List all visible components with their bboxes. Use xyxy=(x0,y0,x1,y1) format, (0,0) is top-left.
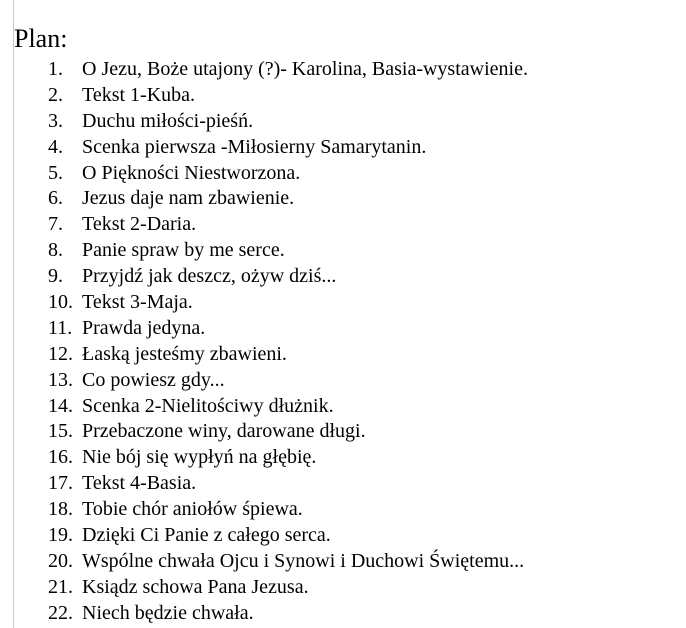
list-item-text: Co powiesz gdy... xyxy=(82,368,225,391)
list-item-text: Tekst 4-Basia. xyxy=(82,472,197,495)
list-item-number: 7. xyxy=(48,213,63,236)
list-item-text: Scenka pierwsza -Miłosierny Samarytanin. xyxy=(82,135,427,158)
list-item-number: 2. xyxy=(48,83,63,106)
list-item-text: Tobie chór aniołów śpiewa. xyxy=(82,498,303,521)
list-item-number: 4. xyxy=(48,135,63,158)
list-item-number: 6. xyxy=(48,187,63,210)
list-item-number: 5. xyxy=(48,161,63,184)
page-margin-line xyxy=(13,0,14,628)
list-item-number: 16. xyxy=(48,446,73,469)
list-item-number: 11. xyxy=(48,316,73,339)
list-item-number: 20. xyxy=(48,549,73,572)
list-item-text: Wspólne chwała Ojcu i Synowi i Duchowi Świętemu... xyxy=(82,549,525,572)
list-item-number: 3. xyxy=(48,109,63,132)
list-item-text: O Jezu, Boże utajony (?)- Karolina, Basia-wystawienie. xyxy=(82,58,528,80)
list-item-text: Jezus daje nam zbawienie. xyxy=(82,187,295,210)
list-item-text: O Piękności Niestworzona. xyxy=(82,161,301,184)
list-item-text: Tekst 2-Daria. xyxy=(82,213,197,236)
list-item-number: 17. xyxy=(48,472,73,495)
list-item-number: 10. xyxy=(48,291,73,314)
list-item-number: 1. xyxy=(48,58,63,80)
list-item-number: 9. xyxy=(48,265,63,288)
list-item-text: Przyjdź jak deszcz, ożyw dziś... xyxy=(82,265,337,288)
list-item-text: Duchu miłości-pieśń. xyxy=(82,109,254,132)
list-item-text: Łaską jesteśmy zbawieni. xyxy=(82,342,287,365)
list-item-number: 8. xyxy=(48,239,63,262)
list-item-number: 14. xyxy=(48,394,73,417)
list-item-text: Nie bój się wypłyń na głębię. xyxy=(82,446,317,469)
list-item-number: 13. xyxy=(48,368,73,391)
list-item-text: Dzięki Ci Panie z całego serca. xyxy=(82,524,331,547)
list-item-number: 22. xyxy=(48,601,73,624)
list-item-text: Tekst 1-Kuba. xyxy=(82,83,196,106)
list-item-text: Tekst 3-Maja. xyxy=(82,291,193,314)
document-title: Plan: xyxy=(14,24,68,53)
list-item-number: 19. xyxy=(48,524,73,547)
list-item-text: Ksiądz schowa Pana Jezusa. xyxy=(82,575,309,598)
list-item-text: Prawda jedyna. xyxy=(82,316,206,339)
list-item-number: 18. xyxy=(48,498,73,521)
list-item-text: Niech będzie chwała. xyxy=(82,601,254,624)
list-item-text: Przebaczone winy, darowane długi. xyxy=(82,420,366,443)
list-item-number: 21. xyxy=(48,575,73,598)
list-item-number: 15. xyxy=(48,420,73,443)
list-item-number: 12. xyxy=(48,342,73,365)
list-item-text: Scenka 2-Nielitościwy dłużnik. xyxy=(82,394,334,417)
list-item-text: Panie spraw by me serce. xyxy=(82,239,285,262)
